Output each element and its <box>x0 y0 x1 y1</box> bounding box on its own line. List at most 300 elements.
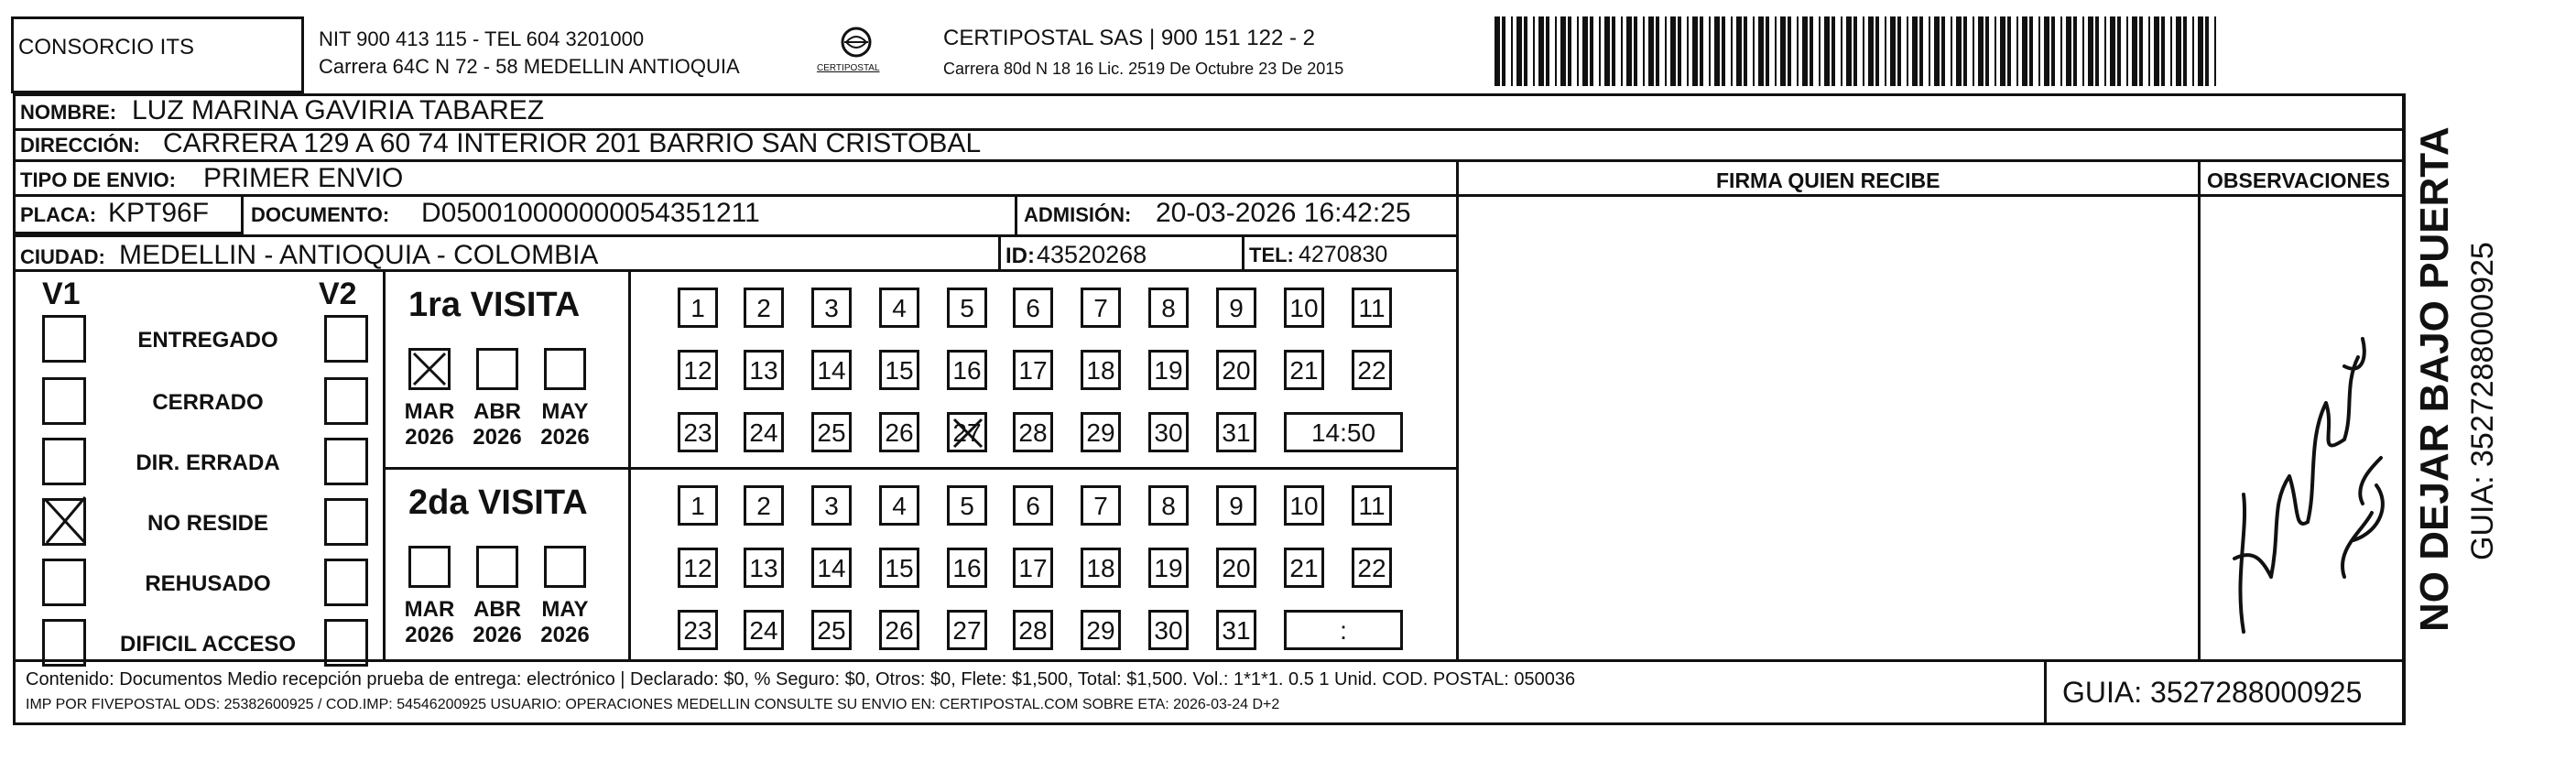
day-number: 9 <box>1229 294 1244 322</box>
divider <box>13 234 1456 237</box>
barcode-bar <box>1912 16 1918 86</box>
day-box[interactable] <box>811 412 852 452</box>
day-box[interactable] <box>879 412 919 452</box>
barcode-bar <box>2029 16 2033 86</box>
barcode-bar <box>1973 16 1974 86</box>
barcode-bar <box>1831 16 1835 86</box>
barcode-bar <box>1824 16 1830 86</box>
day-box[interactable] <box>1081 485 1121 526</box>
barcode-bar <box>1744 16 1747 86</box>
day-number: 28 <box>1018 418 1048 447</box>
day-box[interactable] <box>947 350 987 390</box>
day-box[interactable] <box>1352 548 1392 588</box>
month-name: ABR <box>473 597 521 622</box>
day-number: 4 <box>892 294 907 322</box>
day-number: 21 <box>1289 356 1319 385</box>
side-guia: GUIA: 3527288000925 <box>2465 242 2500 560</box>
x-mark-icon <box>947 412 987 452</box>
barcode-bar <box>1758 16 1764 86</box>
day-number: 17 <box>1018 356 1048 385</box>
month-label <box>397 399 462 450</box>
barcode-bar <box>2082 16 2084 86</box>
divider <box>13 159 2405 162</box>
barcode-bar <box>1656 16 1659 86</box>
v2-checkbox[interactable] <box>324 377 368 425</box>
day-number: 30 <box>1154 616 1183 645</box>
day-number: 31 <box>1222 616 1251 645</box>
barcode-bar <box>2198 16 2203 86</box>
month-year: 2026 <box>540 622 590 647</box>
barcode-bar <box>1516 16 1522 86</box>
day-number: 24 <box>749 616 778 645</box>
day-box[interactable] <box>1148 412 1189 452</box>
tipo-envio-value: PRIMER ENVIO <box>203 163 404 193</box>
day-number: 13 <box>749 356 778 385</box>
logo-caption: CERTIPOSTAL <box>817 63 880 73</box>
v2-checkbox[interactable] <box>324 438 368 485</box>
day-number: 14 <box>817 554 846 582</box>
day-number: 19 <box>1154 356 1183 385</box>
day-box[interactable] <box>1013 548 1053 588</box>
day-number: 10 <box>1289 492 1319 520</box>
status-option-label: CERRADO <box>152 390 264 415</box>
month-checkbox[interactable] <box>544 348 586 390</box>
day-box[interactable] <box>1013 610 1053 650</box>
barcode-bar <box>1885 16 1886 86</box>
day-box[interactable] <box>1148 485 1189 526</box>
day-number: 30 <box>1154 418 1183 447</box>
barcode-bar <box>2176 16 2181 86</box>
visit-title: 1ra VISITA <box>408 286 581 324</box>
day-number: 23 <box>683 418 712 447</box>
time-value: : <box>1340 616 1347 645</box>
day-number: 21 <box>1289 554 1319 582</box>
barcode-bar <box>1897 16 1901 86</box>
day-number: 15 <box>885 356 914 385</box>
month-checkbox[interactable] <box>408 348 451 390</box>
day-box[interactable] <box>744 288 784 328</box>
day-box[interactable] <box>1352 350 1392 390</box>
day-box[interactable] <box>1081 610 1121 650</box>
divider <box>2403 93 2406 725</box>
day-number: 25 <box>817 616 846 645</box>
month-label <box>397 597 462 647</box>
x-mark-icon <box>41 495 89 547</box>
barcode-bar <box>1538 16 1544 86</box>
day-box[interactable] <box>1216 485 1256 526</box>
barcode-bar <box>2088 16 2093 86</box>
barcode-bar <box>1994 16 1996 86</box>
month-label <box>465 399 529 450</box>
barcode-bar <box>1941 16 1945 86</box>
barcode-bar <box>1621 16 1623 86</box>
barcode-bar <box>2205 16 2209 86</box>
imp-text: IMP POR FIVEPOSTAL ODS: 25382600925 / COD.IMP: 54546200925 USUARIO: OPERACIONES MEDELLIN CONSULTE SU ENVIO EN: CERTIPOSTAL.COM SOBRE ETA: 2026-03-24 D+2 <box>26 697 1280 712</box>
month-label <box>533 597 597 647</box>
day-box[interactable] <box>744 548 784 588</box>
day-number: 24 <box>749 418 778 447</box>
day-box[interactable] <box>811 548 852 588</box>
barcode-bar <box>1568 16 1571 86</box>
month-name: MAY <box>541 597 589 622</box>
day-number: 16 <box>952 554 982 582</box>
barcode-bar <box>1612 16 1615 86</box>
day-box[interactable] <box>1284 485 1324 526</box>
barcode-bar <box>1687 16 1689 86</box>
barcode-bar <box>2104 16 2106 86</box>
day-box[interactable] <box>1081 350 1121 390</box>
day-box[interactable] <box>744 485 784 526</box>
barcode-bar <box>1502 16 1505 86</box>
day-number: 17 <box>1018 554 1048 582</box>
v2-checkbox[interactable] <box>324 315 368 363</box>
barcode-bar <box>1868 16 1874 86</box>
month-year: 2026 <box>405 424 454 450</box>
barcode-bar <box>1590 16 1593 86</box>
divider <box>383 467 1456 470</box>
barcode-bar <box>2148 16 2150 86</box>
certipostal-logo-icon <box>806 24 907 79</box>
month-checkbox[interactable] <box>408 546 451 588</box>
day-box[interactable] <box>1216 288 1256 328</box>
barcode-bar <box>1495 16 1500 86</box>
barcode-bar <box>1665 16 1667 86</box>
month-name: MAY <box>541 399 589 424</box>
day-number: 12 <box>683 356 712 385</box>
day-number: 20 <box>1222 554 1251 582</box>
day-number: 2 <box>756 492 771 520</box>
day-number: 7 <box>1093 294 1108 322</box>
day-number: 8 <box>1161 492 1176 520</box>
day-number: 5 <box>960 294 974 322</box>
barcode-bar <box>1511 16 1513 86</box>
day-box[interactable] <box>678 548 718 588</box>
barcode-bar <box>1555 16 1557 86</box>
barcode-bar <box>1797 16 1799 86</box>
day-box[interactable] <box>1352 485 1392 526</box>
barcode-bar <box>1753 16 1755 86</box>
barcode-bar <box>1775 16 1777 86</box>
day-number: 3 <box>824 492 839 520</box>
day-box[interactable] <box>678 288 718 328</box>
day-box[interactable] <box>879 610 919 650</box>
barcode-bar <box>1919 16 1923 86</box>
day-box[interactable] <box>1148 548 1189 588</box>
day-box[interactable] <box>947 412 987 452</box>
day-number: 22 <box>1357 356 1386 385</box>
nombre-value: LUZ MARINA GAVIRIA TABAREZ <box>132 95 545 125</box>
barcode-bar <box>1736 16 1742 86</box>
barcode-bar <box>1560 16 1566 86</box>
barcode-bar <box>1722 16 1725 86</box>
barcode-bar <box>2073 16 2077 86</box>
barcode-bar <box>1963 16 1967 86</box>
barcode-bar <box>1643 16 1645 86</box>
day-number: 10 <box>1289 294 1319 322</box>
barcode-bar <box>2132 16 2137 86</box>
nombre-label: NOMBRE: <box>20 101 117 124</box>
day-box[interactable] <box>1013 288 1053 328</box>
barcode-bar <box>1802 16 1808 86</box>
v1-checkbox[interactable] <box>42 438 86 485</box>
barcode-bar <box>1985 16 1989 86</box>
placa-label: PLACA: <box>20 203 97 226</box>
divider <box>1015 194 1017 234</box>
day-number: 12 <box>683 554 712 582</box>
day-number: 1 <box>690 294 705 322</box>
day-box[interactable] <box>1013 412 1053 452</box>
ciudad-label: CIUDAD: <box>20 245 105 268</box>
day-number: 20 <box>1222 356 1251 385</box>
barcode-bar <box>1533 16 1535 86</box>
barcode-bar <box>2016 16 2018 86</box>
day-box[interactable] <box>1081 288 1121 328</box>
company-name: CONSORCIO ITS <box>18 35 195 60</box>
day-number: 2 <box>756 294 771 322</box>
barcode-bar <box>1890 16 1896 86</box>
day-number: 18 <box>1086 554 1115 582</box>
barcode-bar <box>2170 16 2172 86</box>
day-box[interactable] <box>1216 412 1256 452</box>
month-year: 2026 <box>540 424 590 450</box>
ciudad-value: MEDELLIN - ANTIOQUIA - COLOMBIA <box>119 240 599 270</box>
barcode-bar <box>2044 16 2049 86</box>
day-box[interactable] <box>947 485 987 526</box>
day-box[interactable] <box>1216 350 1256 390</box>
barcode-bar <box>1929 16 1930 86</box>
day-number: 11 <box>1358 294 1386 322</box>
day-number: 6 <box>1026 294 1040 322</box>
day-box[interactable] <box>1352 288 1392 328</box>
day-number: 18 <box>1086 356 1115 385</box>
day-number: 29 <box>1086 418 1115 447</box>
barcode-bar <box>2051 16 2055 86</box>
day-box[interactable] <box>811 485 852 526</box>
id-label: ID: <box>1005 244 1035 268</box>
status-option-label: NO RESIDE <box>147 511 269 536</box>
divider <box>2198 159 2201 659</box>
day-box[interactable] <box>678 350 718 390</box>
day-box[interactable] <box>1216 610 1256 650</box>
day-box[interactable] <box>947 548 987 588</box>
certipostal-line: CERTIPOSTAL SAS | 900 151 122 - 2 <box>943 26 1315 50</box>
day-number: 9 <box>1229 492 1244 520</box>
day-box[interactable] <box>879 485 919 526</box>
day-number: 15 <box>885 554 914 582</box>
day-number: 23 <box>683 616 712 645</box>
day-number: 28 <box>1018 616 1048 645</box>
day-box[interactable] <box>879 548 919 588</box>
placa-value: KPT96F <box>108 198 210 228</box>
day-box[interactable] <box>947 610 987 650</box>
day-box[interactable] <box>1013 485 1053 526</box>
v1-label: V1 <box>42 277 81 311</box>
barcode-bar <box>1841 16 1842 86</box>
day-number: 6 <box>1026 492 1040 520</box>
barcode-bar <box>2214 16 2216 86</box>
day-box[interactable] <box>1081 548 1121 588</box>
divider <box>1242 234 1245 269</box>
barcode-bar <box>2007 16 2011 86</box>
day-box[interactable] <box>1013 350 1053 390</box>
barcode-bar <box>1907 16 1908 86</box>
barcode-bar <box>2183 16 2187 86</box>
day-box[interactable] <box>879 350 919 390</box>
barcode-bar <box>1846 16 1852 86</box>
month-year: 2026 <box>473 622 522 647</box>
id-value: 43520268 <box>1037 241 1147 268</box>
barcode-bar <box>2154 16 2159 86</box>
documento-value: D050010000000054351211 <box>421 198 760 228</box>
status-option-label: DIR. ERRADA <box>136 451 280 475</box>
v1-checkbox[interactable] <box>42 498 86 546</box>
day-number: 4 <box>892 492 907 520</box>
v2-label: V2 <box>319 277 357 311</box>
month-checkbox[interactable] <box>476 348 518 390</box>
barcode-bar <box>2095 16 2099 86</box>
barcode-bar <box>2066 16 2071 86</box>
month-year: 2026 <box>405 622 454 647</box>
x-mark-icon <box>408 348 451 390</box>
tel-label: TEL: <box>1249 244 1294 266</box>
barcode-bar <box>1956 16 1962 86</box>
day-box[interactable] <box>947 288 987 328</box>
barcode-bar <box>2110 16 2115 86</box>
status-option-label: DIFICIL ACCESO <box>119 632 296 657</box>
day-number: 7 <box>1093 492 1108 520</box>
month-name: MAR <box>404 597 455 622</box>
day-box[interactable] <box>1148 288 1189 328</box>
day-number: 25 <box>817 418 846 447</box>
day-number: 27 <box>952 418 982 447</box>
handwritten-observation <box>2207 302 2399 650</box>
barcode-bar <box>1853 16 1857 86</box>
day-box[interactable] <box>811 610 852 650</box>
barcode-bar <box>2060 16 2062 86</box>
barcode-bar <box>1810 16 1813 86</box>
barcode-bar <box>1678 16 1681 86</box>
month-checkbox[interactable] <box>476 546 518 588</box>
day-box[interactable] <box>1284 350 1324 390</box>
barcode-bar <box>1788 16 1791 86</box>
barcode-bar <box>2192 16 2194 86</box>
day-number: 11 <box>1358 492 1386 520</box>
day-number: 27 <box>952 616 982 645</box>
month-label <box>533 399 597 450</box>
divider <box>1456 159 1459 659</box>
day-number: 31 <box>1222 418 1251 447</box>
v2-checkbox[interactable] <box>324 498 368 546</box>
barcode-bar <box>1577 16 1579 86</box>
barcode-bar <box>1604 16 1610 86</box>
status-option-label: REHUSADO <box>145 571 271 596</box>
admision-value: 20-03-2026 16:42:25 <box>1156 198 1411 228</box>
day-box[interactable] <box>1284 288 1324 328</box>
divider <box>628 269 631 659</box>
day-box[interactable] <box>879 288 919 328</box>
barcode-bar <box>1819 16 1821 86</box>
tipo-envio-label: TIPO DE ENVIO: <box>20 168 176 191</box>
barcode-bar <box>1978 16 1984 86</box>
contenido-text: Contenido: Documentos Medio recepción prueba de entrega: electrónico | Declarado: $0, % Seguro: $0, Otros: $0, Flete: $1,500, Total: $1,500. Vol.: 1*1*1. 0.5 1 Unid. COD. POSTAL: 050036 <box>26 669 1576 689</box>
barcode-bar <box>1714 16 1720 86</box>
v1-checkbox[interactable] <box>42 559 86 606</box>
direccion-value: CARRERA 129 A 60 74 INTERIOR 201 BARRIO SAN CRISTOBAL <box>163 128 982 158</box>
barcode-bar <box>1648 16 1654 86</box>
barcode-bar <box>1626 16 1632 86</box>
barcode-bar <box>2117 16 2121 86</box>
day-box[interactable] <box>1148 610 1189 650</box>
admision-label: ADMISIÓN: <box>1024 203 1132 226</box>
day-number: 26 <box>885 418 914 447</box>
v1-checkbox[interactable] <box>42 619 86 667</box>
barcode-bar <box>1599 16 1601 86</box>
day-box[interactable] <box>744 610 784 650</box>
day-box[interactable] <box>1081 412 1121 452</box>
firma-header: FIRMA QUIEN RECIBE <box>1716 168 1940 192</box>
observaciones-header: OBSERVACIONES <box>2207 168 2390 192</box>
time-box[interactable] <box>1284 412 1403 452</box>
day-number: 19 <box>1154 554 1183 582</box>
divider <box>998 234 1001 269</box>
v2-checkbox[interactable] <box>324 619 368 667</box>
day-number: 16 <box>952 356 982 385</box>
barcode-bar <box>1524 16 1527 86</box>
time-box[interactable] <box>1284 610 1403 650</box>
barcode-bar <box>1700 16 1703 86</box>
barcode-bar <box>2022 16 2027 86</box>
tel-value: 4270830 <box>1299 242 1388 267</box>
documento-label: DOCUMENTO: <box>251 203 390 226</box>
day-box[interactable] <box>1284 548 1324 588</box>
barcode-bar <box>1634 16 1637 86</box>
side-warning: NO DEJAR BAJO PUERTA <box>2412 126 2457 632</box>
barcode-bar <box>2139 16 2143 86</box>
month-name: MAR <box>404 399 455 424</box>
v1-checkbox[interactable] <box>42 377 86 425</box>
footer-guia: GUIA: 3527288000925 <box>2062 676 2363 709</box>
month-checkbox[interactable] <box>544 546 586 588</box>
day-box[interactable] <box>811 350 852 390</box>
day-number: 29 <box>1086 616 1115 645</box>
day-box[interactable] <box>678 485 718 526</box>
nit-line: NIT 900 413 115 - TEL 604 3201000 <box>319 27 645 50</box>
barcode-bar <box>1731 16 1733 86</box>
day-number: 8 <box>1161 294 1176 322</box>
day-box[interactable] <box>678 610 718 650</box>
license-line: Carrera 80d N 18 16 Lic. 2519 De Octubre 23 De 2015 <box>943 60 1344 78</box>
time-value: 14:50 <box>1310 418 1376 447</box>
day-number: 22 <box>1357 554 1386 582</box>
day-number: 13 <box>749 554 778 582</box>
day-box[interactable] <box>744 412 784 452</box>
day-box[interactable] <box>744 350 784 390</box>
day-number: 26 <box>885 616 914 645</box>
barcode-bar <box>1766 16 1769 86</box>
barcode-bar <box>1692 16 1698 86</box>
day-box[interactable] <box>811 288 852 328</box>
day-box[interactable] <box>1216 548 1256 588</box>
v1-checkbox[interactable] <box>42 315 86 363</box>
day-box[interactable] <box>678 412 718 452</box>
v2-checkbox[interactable] <box>324 559 368 606</box>
day-box[interactable] <box>1148 350 1189 390</box>
barcode-bar <box>1875 16 1879 86</box>
month-name: ABR <box>473 399 521 424</box>
barcode-bar <box>1546 16 1549 86</box>
barcode-icon <box>1495 16 2227 86</box>
status-option-label: ENTREGADO <box>137 328 278 353</box>
